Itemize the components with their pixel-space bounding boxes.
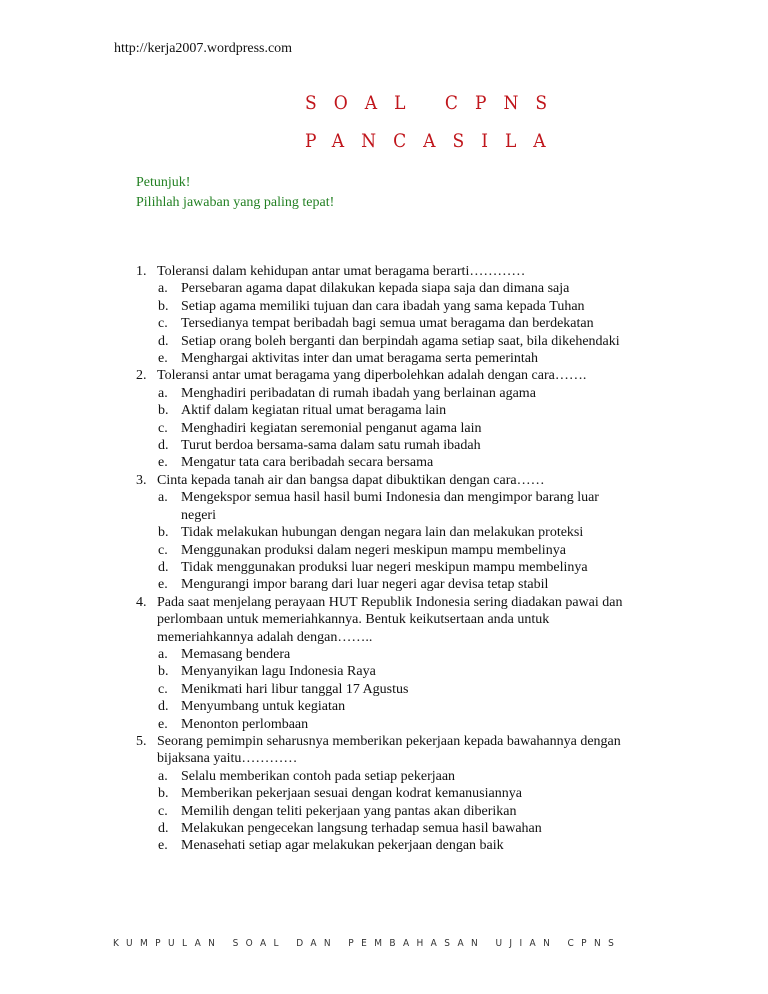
option (157, 280, 676, 297)
option-text: Tidak menggunakan produksi luar negeri meskipun mampu membelinya (181, 559, 588, 575)
option-letter: c. (158, 681, 168, 697)
option-letter: e. (158, 838, 168, 854)
option-text: Mengatur tata cara beribadah secara bersama (181, 455, 434, 471)
option (157, 333, 676, 350)
option-text: Turut berdoa bersama-sama dalam satu rumah ibadah (181, 438, 481, 454)
option-letter: a. (158, 768, 168, 784)
option-text: Menggunakan produksi dalam negeri meskipun mampu membelinya (181, 542, 566, 558)
title-line-1: SOAL CPNS (305, 92, 565, 114)
question-5 (136, 733, 676, 855)
question-text: Pada saat menjelang perayaan HUT Republik Indonesia sering diadakan pawai dan perlombaan untuk memeriahkannya. Bentuk keikutsertaan anda untuk memeriahkannya adalah dengan…….. (157, 594, 623, 645)
option-text: Melakukan pengecekan langsung terhadap semua hasil bawahan (181, 821, 542, 836)
option (157, 681, 676, 698)
option-text: Menghadiri kegiatan seremonial penganut agama lain (181, 420, 482, 436)
option-letter: e. (158, 351, 168, 367)
question-text: Seorang pemimpin seharusnya memberikan pekerjaan kepada bawahannya dengan bijaksana yaitu………… (157, 733, 621, 767)
option-letter: b. (158, 786, 169, 802)
option-text: Memberikan pekerjaan sesuai dengan kodrat kemanusiannya (181, 786, 522, 802)
footer-text: KUMPULAN SOAL DAN PEMBAHASAN UJIAN CPNS (113, 938, 622, 949)
option (157, 768, 676, 785)
option-list (157, 280, 676, 367)
option-letter: e. (158, 577, 168, 593)
option (157, 402, 676, 419)
option-letter: c. (158, 803, 168, 819)
question-number: 5. (136, 733, 147, 749)
option-letter: e. (158, 455, 168, 471)
option-letter: b. (158, 525, 169, 541)
option-list (157, 768, 676, 855)
option-text: Menasehati setiap agar melakukan pekerjaan dengan baik (181, 838, 504, 854)
option-text: Persebaran agama dapat dilakukan kepada siapa saja dan dimana saja (181, 281, 570, 297)
option-text: Setiap orang boleh berganti dan berpindah agama setiap saat, bila dikehendaki (181, 333, 620, 349)
option (157, 698, 676, 715)
header-url: http://kerja2007.wordpress.com (114, 41, 293, 56)
question-number: 2. (136, 368, 147, 384)
option (157, 315, 676, 332)
option (157, 542, 676, 559)
option-text: Memasang bendera (181, 646, 291, 662)
option-letter: b. (158, 298, 169, 314)
option (157, 716, 676, 733)
option-letter: c. (158, 316, 168, 332)
question-list (136, 263, 676, 855)
option (157, 785, 676, 802)
option-text: Menghargai aktivitas inter dan umat beragama serta pemerintah (181, 351, 538, 367)
question-4 (136, 594, 676, 733)
question-number: 3. (136, 472, 147, 488)
question-1 (136, 263, 676, 367)
question-3 (136, 472, 676, 594)
option (157, 524, 676, 541)
option (157, 298, 676, 315)
option-text: Menonton perlombaan (181, 716, 309, 732)
option-text: Mengurangi impor barang dari luar negeri agar devisa tetap stabil (181, 577, 549, 593)
option-letter: a. (158, 646, 168, 662)
option (157, 803, 676, 820)
question-number: 1. (136, 264, 147, 279)
option-list (157, 489, 676, 593)
question-text: Toleransi dalam kehidupan antar umat beragama berarti………… (157, 264, 526, 279)
title-line-2: PANCASILA (305, 130, 563, 152)
option-list (157, 385, 676, 472)
option-text: Tersedianya tempat beribadah bagi semua umat beragama dan berdekatan (181, 316, 594, 332)
option (157, 489, 628, 524)
instructions-text: Pilihlah jawaban yang paling tepat! (136, 195, 335, 210)
option (157, 820, 676, 837)
option-letter: d. (158, 699, 169, 715)
option-text: Menyanyikan lagu Indonesia Raya (181, 664, 376, 680)
option (157, 559, 676, 576)
option-text: Menyumbang untuk kegiatan (181, 699, 346, 715)
option-letter: c. (158, 420, 168, 436)
option (157, 385, 676, 402)
option (157, 437, 676, 454)
option-letter: d. (158, 333, 169, 349)
option-text: Aktif dalam kegiatan ritual umat beragama lain (181, 403, 447, 419)
option-letter: d. (158, 821, 169, 836)
option-letter: d. (158, 559, 169, 575)
option-letter: a. (158, 490, 168, 506)
option-letter: a. (158, 281, 168, 297)
option-text: Menikmati hari libur tanggal 17 Agustus (181, 681, 409, 697)
option-text: Setiap agama memiliki tujuan dan cara ibadah yang sama kepada Tuhan (181, 298, 585, 314)
option-text: Memilih dengan teliti pekerjaan yang pantas akan diberikan (181, 803, 517, 819)
option-letter: b. (158, 403, 169, 419)
instructions-heading: Petunjuk! (136, 175, 191, 190)
option-text: Mengekspor semua hasil hasil bumi Indonesia dan mengimpor barang luar negeri (181, 490, 599, 523)
option (157, 837, 676, 854)
option-list (157, 646, 676, 733)
question-number: 4. (136, 594, 147, 610)
question-text: Cinta kepada tanah air dan bangsa dapat dibuktikan dengan cara…… (157, 472, 545, 488)
option (157, 576, 676, 593)
option-letter: c. (158, 542, 168, 558)
option-text: Tidak melakukan hubungan dengan negara lain dan melakukan proteksi (181, 525, 584, 541)
question-2 (136, 367, 676, 471)
option (157, 350, 676, 367)
option-letter: b. (158, 664, 169, 680)
option (157, 454, 676, 471)
option-letter: d. (158, 438, 169, 454)
option (157, 646, 676, 663)
option-text: Menghadiri peribadatan di rumah ibadah yang berlainan agama (181, 385, 536, 401)
option-letter: a. (158, 385, 168, 401)
option (157, 420, 676, 437)
question-text: Toleransi antar umat beragama yang diperbolehkan adalah dengan cara……. (157, 368, 587, 384)
option-text: Selalu memberikan contoh pada setiap pekerjaan (181, 768, 456, 784)
option (157, 663, 676, 680)
option-letter: e. (158, 716, 168, 732)
